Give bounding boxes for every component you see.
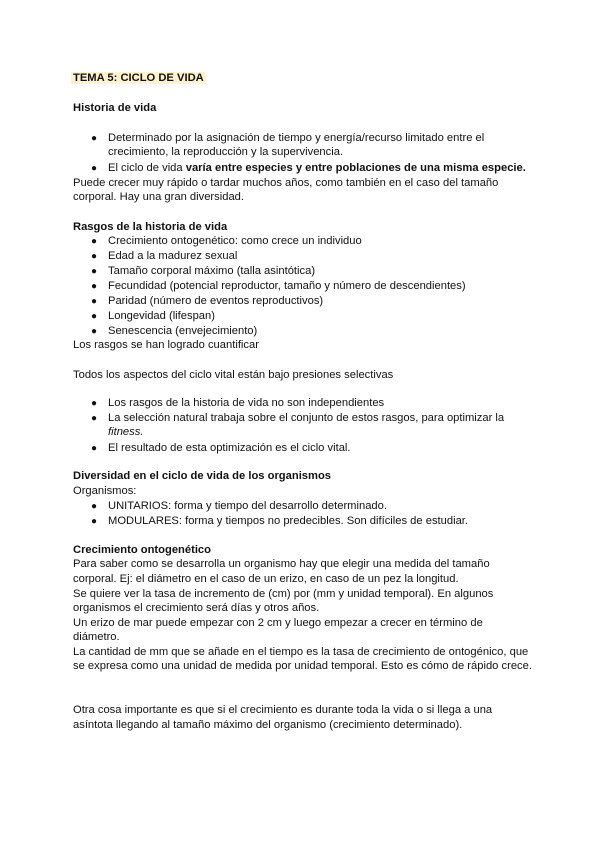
list-item: Edad a la madurez sexual	[108, 250, 238, 262]
s4-line: La cantidad de mm que se añade en el tiempo es la tasa de crecimiento de ontogénico, que	[73, 646, 529, 658]
s5-line-2: asíntota llegando al tamaño máximo del organismo (crecimiento determinado).	[73, 719, 463, 731]
s2-bullet-1: Los rasgos de la historia de vida no son independientes	[108, 397, 385, 409]
s3-intro: Organismos:	[73, 485, 137, 497]
s3-bullet-2: MODULARES: forma y tiempos no predecibles. Son difíciles de estudiar.	[108, 515, 469, 527]
s1-paragraph-line-2: corporal. Hay una gran diversidad.	[73, 191, 245, 203]
list-item: Senescencia (envejecimiento)	[108, 325, 258, 337]
heading-historia-de-vida: Historia de vida	[73, 102, 157, 114]
heading-rasgos: Rasgos de la historia de vida	[73, 221, 228, 233]
s4-line: Un erizo de mar puede empezar con 2 cm y luego empezar a crecer en término de	[73, 617, 483, 629]
bullet-icon: ●	[91, 163, 98, 174]
bullet-icon: ●	[91, 266, 98, 277]
title-highlight: TEMA 5: CICLO DE VIDA	[73, 72, 204, 84]
list-item: Longevidad (lifespan)	[108, 310, 215, 322]
s4-line: corporal. Ej: el diámetro en el caso de un erizo, en caso de un pez la longitud.	[73, 573, 459, 585]
s4-line: organismos el crecimiento será días y otros años.	[73, 602, 320, 614]
s4-line: se expresa como una unidad de medida por unidad temporal. Esto es cómo de rápido crece.	[73, 660, 532, 672]
s2-bullet-2-line-2: fitness.	[108, 426, 144, 438]
s1-bullet-2	[108, 161, 526, 176]
s1-bullet-2-text: El ciclo de vida	[108, 162, 186, 174]
list-item: Crecimiento ontogenético: como crece un individuo	[108, 235, 362, 247]
s2-bullet-3: El resultado de esta optimización es el ciclo vital.	[108, 442, 351, 454]
bullet-icon: ●	[91, 133, 98, 144]
bullet-icon: ●	[91, 501, 98, 512]
s1-bullet-1-line-1: Determinado por la asignación de tiempo y energía/recurso limitado entre el	[108, 132, 485, 144]
bullet-icon: ●	[91, 251, 98, 262]
list-item: Fecundidad (potencial reproductor, tamaño y número de descendientes)	[108, 280, 466, 292]
s4-line: Se quiere ver la tasa de incremento de (cm) por (mm y unidad temporal). En algunos	[73, 588, 494, 600]
bullet-icon: ●	[91, 516, 98, 527]
bullet-icon: ●	[91, 326, 98, 337]
s5-line-1: Otra cosa importante es que si el crecimiento es durante toda la vida o si llega a una	[73, 704, 493, 716]
bullet-icon: ●	[91, 443, 98, 454]
list-item: Paridad (número de eventos reproductivos)	[108, 295, 324, 307]
bullet-icon: ●	[91, 311, 98, 322]
s1-paragraph-line-1: Puede crecer muy rápido o tardar muchos años, como también en el caso del tamaño	[73, 177, 499, 189]
bullet-icon: ●	[91, 413, 98, 424]
s2-intro: Todos los aspectos del ciclo vital están bajo presiones selectivas	[73, 369, 394, 381]
s3-bullet-1: UNITARIOS: forma y tiempo del desarrollo determinado.	[108, 500, 387, 512]
bullet-icon: ●	[91, 398, 98, 409]
heading-crecimiento: Crecimiento ontogenético	[73, 544, 211, 556]
s2-bullet-2-line-1: La selección natural trabaja sobre el conjunto de estos rasgos, para optimizar la	[108, 412, 505, 424]
bullet-icon: ●	[91, 236, 98, 247]
s1-bullet-2-bold: varía entre especies y entre poblaciones de una misma especie.	[185, 162, 526, 174]
s2-after-list: Los rasgos se han logrado cuantificar	[73, 339, 259, 351]
bullet-icon: ●	[91, 296, 98, 307]
s1-bullet-1-line-2: crecimiento, la reproducción y la supervivencia.	[108, 146, 344, 158]
s4-line: Para saber como se desarrolla un organismo hay que elegir una medida del tamaño	[73, 558, 490, 570]
bullet-icon: ●	[91, 281, 98, 292]
list-item: Tamaño corporal máximo (talla asintótica)	[108, 265, 316, 277]
s4-line: diámetro.	[73, 631, 120, 643]
heading-diversidad: Diversidad en el ciclo de vida de los organismos	[73, 470, 332, 482]
document-title	[73, 71, 206, 86]
